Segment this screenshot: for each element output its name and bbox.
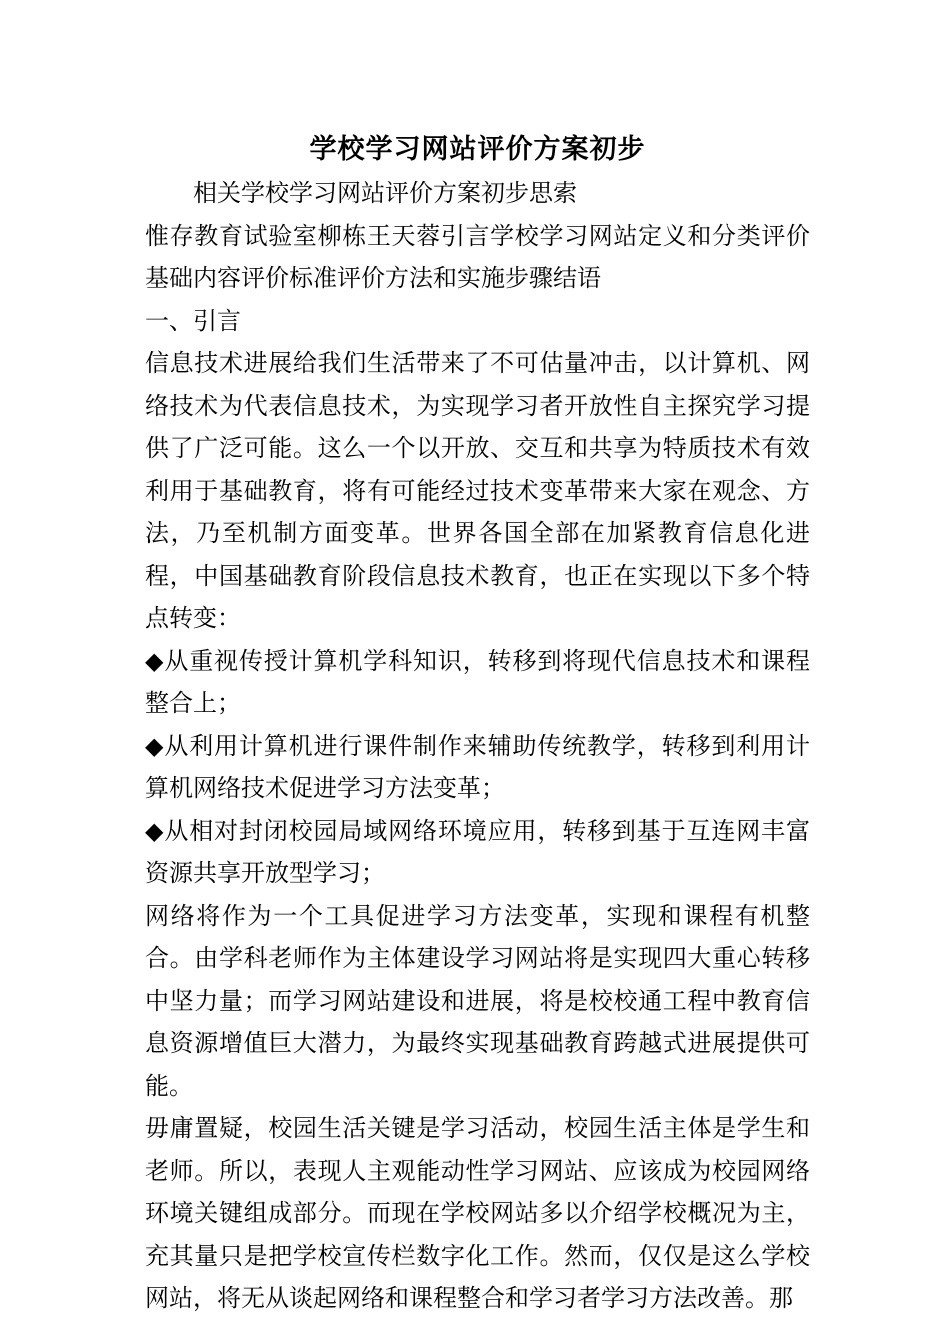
bullet-item: ◆从重视传授计算机学科知识，转移到将现代信息技术和课程整合上； [145,646,810,717]
bullet-item: ◆从相对封闭校园局域网络环境应用，转移到基于互连网丰富资源共享开放型学习； [145,816,810,887]
paragraph-intro: 信息技术进展给我们生活带来了不可估量冲击，以计算机、网络技术为代表信息技术，为实现学习者开放性自主探究学习提供了广泛可能。这么一个以开放、交互和共享为特质技术有效利用于基础教育，将有可能经过技术变革带来大家在观念、方法，乃至机制方面变革。世界各国全部在加紧教育信息化进程，中国基础教育阶段信息技术教育，也正在实现以下多个特点转变： [145,349,810,632]
paragraph-subtitle: 相关学校学习网站评价方案初步思索 [193,179,577,207]
document-title: 学校学习网站评价方案初步 [309,134,646,165]
paragraph-network-tool: 网络将作为一个工具促进学习方法变革，实现和课程有机整合。由学科老师作为主体建设学习网站将是实现四大重心转移中坚力量；而学习网站建设和进展，将是校校通工程中教育信息资源增值巨大潜力，为最终实现基础教育跨越式进展提供可能。 [145,901,810,1100]
section-heading-introduction: 一、引言 [145,306,241,335]
paragraph-authors-outline: 惟存教育试验室柳栋王天蓉引言学校学习网站定义和分类评价基础内容评价标准评价方法和实施步骤结语 [145,221,810,292]
bullet-item: ◆从利用计算机进行课件制作来辅助传统教学，转移到利用计算机网络技术促进学习方法变革； [145,731,810,802]
document-page [145,128,810,1320]
paragraph-campus-life: 毋庸置疑，校园生活关键是学习活动，校园生活主体是学生和老师。所以，表现人主观能动性学习网站、应该成为校园网络环境关键组成部分。而现在学校网站多以介绍学校概况为主，充其量只是把学校宣传栏数字化工作。然而，仅仅是这么学校网站，将无从谈起网络和课程整合和学习者学习方法改善。那 [145,1114,810,1312]
